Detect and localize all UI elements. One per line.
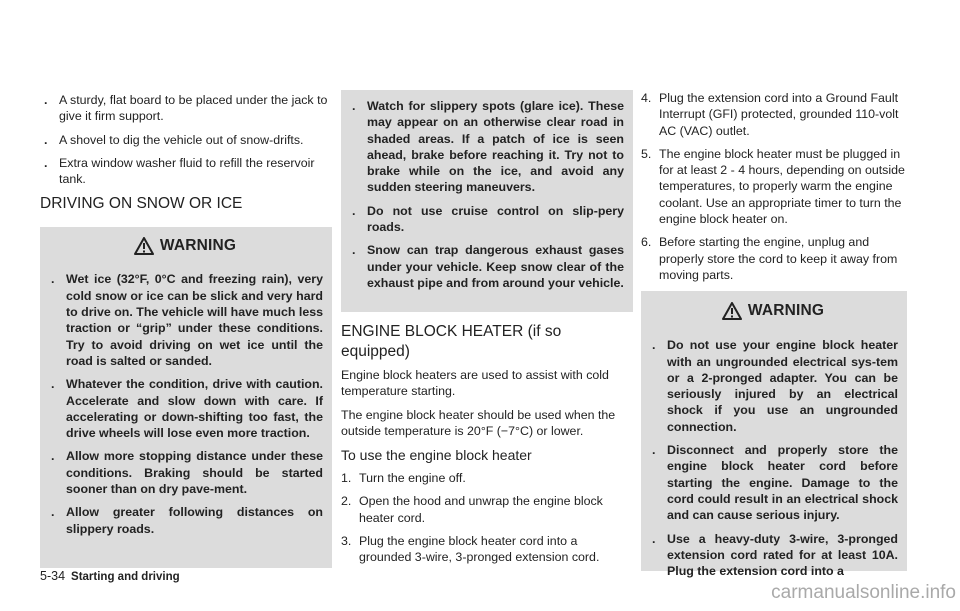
page-number: 5-34 bbox=[40, 569, 66, 583]
warning-header bbox=[47, 227, 323, 265]
warning-item: . Whatever the condition, drive with caution. Accelerate and slow down with care. If accelerating or down-shifting too fast, the drive wheels will lose even more traction. bbox=[51, 377, 323, 441]
warning-item: . Wet ice (32°F, 0°C and freezing rain), very cold snow or ice can be slick and very hard to drive on. The vehicle will have much less traction or “grip” under these conditions. Try to avoid driving on wet ice until the road is salted or sanded. bbox=[51, 272, 323, 368]
step-item: 5. The engine block heater must be plugged in for at least 2 - 4 hours, depending on outside temperatures, to properly warm the engine coolant. Use an appropriate timer to turn the engine block heater on. bbox=[641, 146, 905, 227]
warning-list bbox=[47, 271, 323, 536]
section-title-snow-ice: DRIVING ON SNOW OR ICE bbox=[40, 195, 243, 213]
page-footer bbox=[40, 569, 180, 583]
warning-title: WARNING bbox=[747, 302, 825, 320]
footer-section-title: Starting and driving bbox=[71, 571, 180, 583]
warning-item: . Disconnect and properly store the engine block heater cord before starting the engine. Damage to the cord could result in an electrical shock and can cause serious injury. bbox=[652, 443, 898, 523]
warning-triangle-icon bbox=[134, 237, 154, 255]
warning-box bbox=[641, 291, 907, 579]
warning-title: WARNING bbox=[159, 237, 237, 255]
warning-item: . Allow more stopping distance under these conditions. Braking should be started sooner than on dry pave-ment. bbox=[51, 449, 323, 497]
warning-box bbox=[40, 227, 332, 568]
column-middle bbox=[341, 0, 633, 573]
step-item: 2. Open the hood and unwrap the engine block heater cord. bbox=[341, 494, 603, 525]
step-item: 3. Plug the engine block heater cord into a grounded 3-wire, 3-pronged extension cord. bbox=[341, 534, 600, 565]
steps-list bbox=[341, 470, 633, 565]
column-left bbox=[40, 0, 332, 568]
warning-triangle-icon bbox=[722, 302, 742, 320]
warning-list bbox=[648, 337, 898, 579]
step-item: 1. Turn the engine off. bbox=[341, 471, 466, 486]
step-item: 4. Plug the extension cord into a Ground Fault Interrupt (GFI) protected, grounded 110-volt AC (VAC) outlet. bbox=[641, 91, 899, 138]
section-title-block-heater: ENGINE BLOCK HEATER (if so equipped) bbox=[341, 323, 562, 360]
warning-item: . Snow can trap dangerous exhaust gases under your vehicle. Keep snow clear of the exhaust pipe and from around your vehicle. bbox=[352, 243, 624, 290]
warning-box-continued bbox=[341, 90, 633, 312]
warning-item: . Do not use your engine block heater with an ungrounded electrical sys-tem or a 2-pronged adapter. You can be seriously injured by an electrical shock if you use an ungrounded connection. bbox=[652, 338, 898, 434]
steps-list-continued bbox=[641, 90, 907, 283]
warning-item: . Do not use cruise control on slip-pery roads. bbox=[352, 203, 624, 235]
warning-list bbox=[348, 98, 624, 291]
list-item: . A sturdy, flat board to be placed under the jack to give it firm support. bbox=[44, 93, 328, 124]
watermark: carmanualsonline.info bbox=[771, 582, 956, 603]
equipment-list bbox=[40, 92, 332, 187]
list-item: . Extra window washer fluid to refill the reservoir tank. bbox=[44, 155, 315, 187]
paragraph: Engine block heaters are used to assist with cold temperature starting. bbox=[341, 368, 609, 399]
warning-item: . Allow greater following distances on slippery roads. bbox=[51, 505, 323, 536]
warning-item: . Use a heavy-duty 3-wire, 3-pronged extension cord rated for at least 10A. Plug the extension cord into a bbox=[652, 531, 898, 579]
step-item: 6. Before starting the engine, unplug and properly store the cord to keep it away from moving parts. bbox=[641, 235, 898, 282]
list-item: . A shovel to dig the vehicle out of snow-drifts. bbox=[44, 132, 304, 147]
warning-item: . Watch for slippery spots (glare ice). These may appear on an otherwise clear road in shaded areas. If a patch of ice is seen ahead, brake before reaching it. Try not to brake while on the ice, and avoid any sudden steering maneuvers. bbox=[352, 99, 624, 195]
paragraph: The engine block heater should be used when the outside temperature is 20°F (−7°C) or lower. bbox=[341, 407, 616, 438]
subsection-title: To use the engine block heater bbox=[341, 447, 532, 464]
column-right bbox=[641, 0, 907, 579]
warning-header bbox=[648, 291, 898, 331]
